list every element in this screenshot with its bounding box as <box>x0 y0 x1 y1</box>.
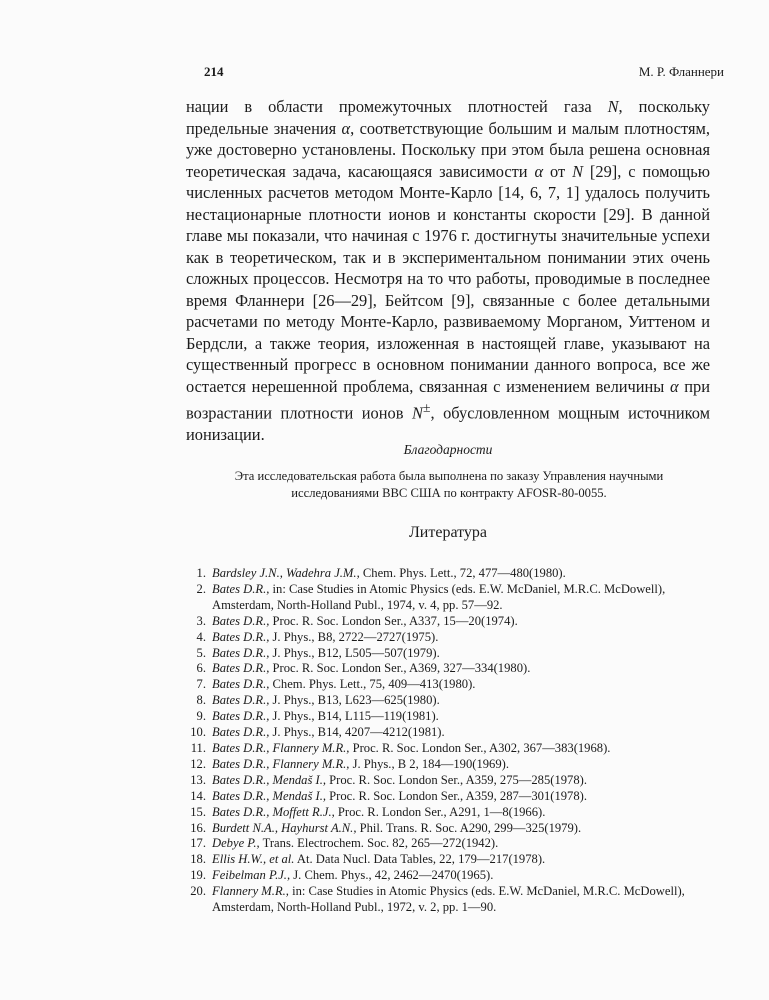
reference-number: 4. <box>196 629 206 644</box>
reference-item <box>186 757 710 773</box>
acknowledgements-line: исследованиями ВВС США по контракту AFOSR-80-0055. <box>291 486 607 500</box>
math-symbol: α <box>341 118 351 138</box>
reference-authors: Bates D.R., Mendaš I., <box>212 788 327 803</box>
reference-item <box>186 614 710 630</box>
reference-item <box>186 582 710 614</box>
reference-authors: Feibelman P.J., <box>212 868 291 883</box>
reference-number: 1. <box>196 566 206 580</box>
reference-number: 19. <box>190 868 206 883</box>
reference-authors: Bates D.R., Flannery M.R., <box>212 740 350 755</box>
reference-number: 20. <box>190 884 206 899</box>
reference-text: J. Chem. Phys., 42, 2462—2470(1965). <box>290 868 494 883</box>
reference-number: 10. <box>190 725 206 740</box>
reference-authors: Bates D.R., <box>212 677 270 692</box>
reference-text: J. Phys., B 2, 184—190(1969). <box>349 756 509 771</box>
reference-item <box>186 821 710 837</box>
reference-item <box>186 677 710 693</box>
reference-text: in: Case Studies in Atomic Physics (eds. E.W. McDaniel, M.R.C. McDowell), Amsterdam, North-Holland Publ., 1974, v. 4, pp. 57—92. <box>212 581 666 612</box>
reference-item <box>186 709 710 725</box>
reference-text: J. Phys., B13, L623—625(1980). <box>269 693 440 708</box>
page-number: 214 <box>204 64 224 79</box>
reference-number: 13. <box>190 772 206 787</box>
body-text-segment: при возрастании плотности ионов <box>186 376 710 423</box>
reference-authors: Bardsley J.N., Wadehra J.M., <box>212 566 360 580</box>
reference-authors: Bates D.R., <box>212 693 270 708</box>
reference-item <box>186 868 710 884</box>
reference-item <box>186 566 710 582</box>
reference-authors: Ellis H.W., et al. <box>212 852 295 867</box>
reference-text: Phil. Trans. R. Soc. A290, 299—325(1979). <box>356 820 582 835</box>
reference-number: 7. <box>196 677 206 692</box>
body-text-segment: [29], с помощью численных расчетов методом Монте-Карло [14, 6, 7, 1] удалось получить нестационарные плотности ионов и константы скорости [29]. В данной главе мы показали, что начиная с 1976 г. достигнуты значительные успехи как в теоретическом, так и в экспериментальном понимании этих очень сложных процессов. Несмотря на то что работы, проводимые в последнее время Фланнери [26—29], Бейтсом [9], связанные с более детальными расчетами по методу Монте-Карло, развиваемому Морганом, Уиттеном и Бердсли, а также теория, изложенная в настоящей главе, указывают на существенный прогресс в основном понимании данного вопроса, все же остается нерешенной проблема, связанная с изменением величины <box>186 161 710 396</box>
reference-number: 16. <box>190 820 206 835</box>
reference-number: 6. <box>196 661 206 676</box>
reference-item <box>186 773 710 789</box>
reference-authors: Bates D.R., Moffett R.J., <box>212 804 335 819</box>
reference-text: Proc. R. Soc. London Ser., A369, 327—334(1980). <box>269 661 531 676</box>
reference-text: Proc. R. Soc. London Ser., A359, 287—301(1978). <box>326 788 587 803</box>
reference-number: 18. <box>190 852 206 867</box>
reference-text: J. Phys., B14, 4207—4212(1981). <box>269 725 445 740</box>
reference-authors: Bates D.R., Flannery M.R., <box>212 756 350 771</box>
reference-text: J. Phys., B14, L115—119(1981). <box>269 709 439 724</box>
reference-number: 11. <box>190 740 206 755</box>
reference-item <box>186 805 710 821</box>
math-symbol: N <box>412 403 423 423</box>
acknowledgements-heading: Благодарности <box>403 442 493 457</box>
reference-authors: Debye P., <box>212 836 260 851</box>
acknowledgements-line: Эта исследовательская работа была выполнена по заказу Управления научными <box>234 469 664 483</box>
reference-authors: Bates D.R., Mendaš I., <box>212 772 327 787</box>
math-symbol: N <box>607 97 619 116</box>
reference-authors: Bates D.R., <box>212 709 270 724</box>
body-text-segment: , поскольку предельные значения <box>186 97 710 138</box>
reference-item <box>186 884 710 916</box>
reference-number: 2. <box>196 581 206 596</box>
reference-authors: Bates D.R., <box>212 581 270 596</box>
reference-authors: Bates D.R., <box>212 645 270 660</box>
reference-text: Chem. Phys. Lett., 72, 477—480(1980). <box>359 566 566 580</box>
references-heading: Литература <box>408 524 488 541</box>
acknowledgements-text <box>182 468 716 502</box>
reference-item <box>186 852 710 868</box>
math-symbol: α <box>669 376 679 396</box>
reference-number: 3. <box>196 613 206 628</box>
reference-item <box>186 789 710 805</box>
reference-authors: Burdett N.A., Hayhurst A.N., <box>212 820 357 835</box>
reference-authors: Bates D.R., <box>212 661 270 676</box>
reference-number: 5. <box>196 645 206 660</box>
reference-text: Proc. R. Soc. London Ser., A337, 15—20(1974). <box>269 613 518 628</box>
reference-number: 9. <box>196 709 206 724</box>
reference-number: 12. <box>190 756 206 771</box>
reference-text: J. Phys., B8, 2722—2727(1975). <box>269 629 439 644</box>
running-head: М. Р. Фланнери <box>638 64 724 79</box>
reference-text: Chem. Phys. Lett., 75, 409—413(1980). <box>269 677 476 692</box>
page-header <box>204 64 724 84</box>
reference-item <box>186 693 710 709</box>
body-text-segment: от <box>543 161 573 181</box>
reference-item <box>186 661 710 677</box>
reference-item <box>186 630 710 646</box>
references-list <box>186 566 710 916</box>
reference-text: At. Data Nucl. Data Tables, 22, 179—217(1978). <box>294 852 546 867</box>
body-text-segment: нации в области промежуточных плотностей газа <box>186 97 608 116</box>
reference-text: Trans. Electrochem. Soc. 82, 265—272(1942). <box>259 836 499 851</box>
reference-number: 15. <box>190 804 206 819</box>
reference-authors: Bates D.R., <box>212 629 270 644</box>
body-text-segment: , соответствующие большим и малым плотностям, уже достоверно установлены. Поскольку при этом была решена основная теоретическая задача, касающаяся зависимости <box>186 118 711 181</box>
reference-authors: Flannery M.R., <box>212 884 289 899</box>
reference-text: Proc. R. Soc. London Ser., A302, 367—383(1968). <box>349 740 611 755</box>
reference-item <box>186 741 710 757</box>
body-text-segment: , обусловленном мощным источником ионизации. <box>186 403 710 444</box>
reference-text: Proc. R. London Ser., A291, 1—8(1966). <box>334 804 546 819</box>
reference-authors: Bates D.R., <box>212 613 270 628</box>
math-symbol: N <box>572 161 584 181</box>
reference-number: 17. <box>190 836 206 851</box>
math-superscript: ± <box>422 400 431 415</box>
body-paragraph <box>186 96 710 445</box>
reference-number: 8. <box>196 693 206 708</box>
reference-item <box>186 646 710 662</box>
math-symbol: α <box>534 161 544 181</box>
reference-authors: Bates D.R., <box>212 725 270 740</box>
reference-text: Proc. R. Soc. London Ser., A359, 275—285(1978). <box>326 772 587 787</box>
reference-number: 14. <box>190 788 206 803</box>
reference-item <box>186 836 710 852</box>
reference-text: in: Case Studies in Atomic Physics (eds. E.W. McDaniel, M.R.C. McDowell), Amsterdam, North-Holland Publ., 1972, v. 2, pp. 1—90. <box>212 884 685 915</box>
reference-text: J. Phys., B12, L505—507(1979). <box>269 645 440 660</box>
reference-item <box>186 725 710 741</box>
